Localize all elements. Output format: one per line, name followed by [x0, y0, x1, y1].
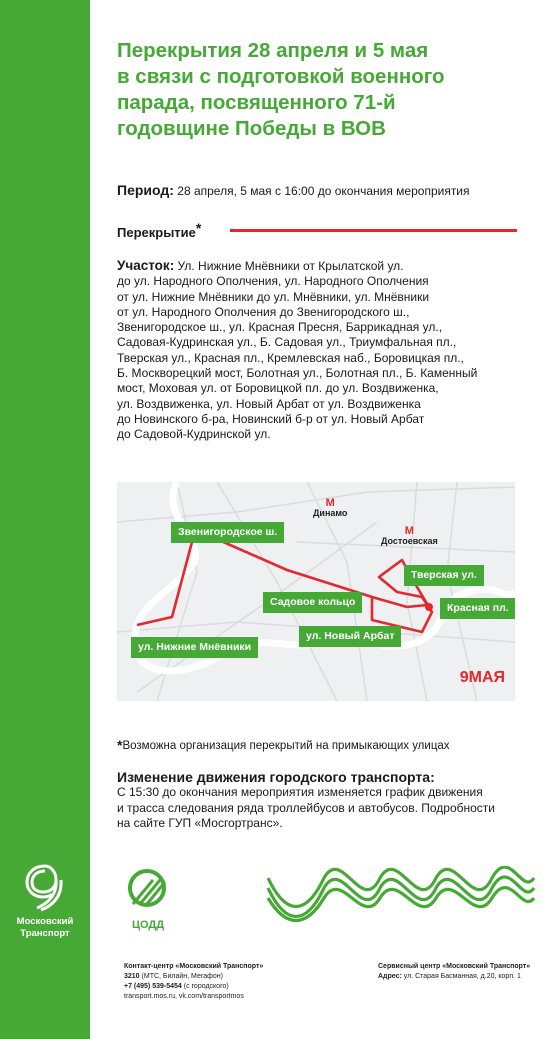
metro-dostoevskaya	[381, 526, 438, 546]
closure-star: *	[195, 220, 202, 236]
metro-dinamo	[313, 498, 347, 518]
nine-icon	[23, 862, 67, 912]
logo-line-2: Транспорт	[20, 928, 70, 939]
section-line: Ул. Нижние Мнёвники от Крылатской ул.	[177, 259, 404, 273]
transport-line: и трасса следования ряда троллейбусов и автобусов. Подробности	[117, 800, 495, 815]
transport-heading: Изменение движения городского транспорта:	[117, 769, 435, 785]
page-title	[117, 38, 527, 142]
contact-title: Контакт-центр «Московский Транспорт»	[124, 963, 264, 970]
title-line: Перекрытия 28 апреля и 5 мая	[117, 39, 429, 62]
decorative-waves	[266, 866, 536, 926]
transport-line: на сайте ГУП «Мосгортранс».	[117, 815, 283, 830]
moscow-transport-logo	[8, 862, 82, 940]
phone-short: 3210	[124, 973, 140, 980]
phone-long-row	[124, 982, 324, 992]
section-line: до Садовой-Кудринской ул.	[117, 427, 271, 442]
tsodd-icon	[123, 868, 173, 912]
section-line: Звенигородское ш., ул. Красная Пресня, Баррикадная ул.,	[117, 320, 443, 335]
section-line: до ул. Народного Ополчения, ул. Народного Ополчения	[117, 274, 429, 289]
logo-line-1: Московский	[16, 916, 74, 927]
metro-icon: М	[404, 525, 414, 537]
closure-label	[117, 220, 201, 240]
address: ул. Старая Басманная, д.20, корп. 1	[403, 973, 521, 980]
period-label: Период:	[117, 182, 174, 198]
map-label-zvenigorodskoe: Звенигородское ш.	[171, 522, 284, 543]
transport-line: С 15:30 до окончания мероприятия изменяется график движения	[117, 785, 483, 800]
section-line: ул. Воздвиженка, ул. Новый Арбат от ул. Воздвиженка	[117, 396, 421, 411]
section-line: мост, Моховая ул. от Боровицкой пл. до ул. Воздвиженка,	[117, 381, 439, 396]
map-label-tverskaya: Тверская ул.	[404, 565, 484, 586]
footnote-text: Возможна организация перекрытий на примыкающих улицах	[122, 740, 450, 752]
closure-route	[137, 537, 432, 632]
section-line: от ул. Народного Ополчения до Звенигородского ш.,	[117, 304, 410, 319]
web-links[interactable]: transport.mos.ru, vk.com/transportmos	[124, 993, 244, 1000]
footer-service	[378, 962, 543, 982]
tsodd-logo	[120, 868, 176, 931]
footnote-star: *	[117, 737, 123, 753]
metro-dostoevskaya-label: Достоевская	[381, 536, 438, 546]
footnote	[117, 738, 450, 753]
section-line: от ул. Нижние Мнёвники до ул. Мнёвники, ул. Мнёвники	[117, 289, 430, 304]
phone-long: +7 (495) 539-5454	[124, 983, 182, 990]
period	[117, 182, 470, 199]
section-line: до Новинского б-ра, Новинский б-р от ул. Новый Арбат	[117, 411, 425, 426]
title-line: парада, посвященного 71-й	[117, 91, 396, 114]
period-text: 28 апреля, 5 мая с 16:00 до окончания мероприятия	[177, 184, 470, 198]
map-label-krasnaya: Красная пл.	[440, 598, 515, 619]
transport-changes	[117, 770, 527, 831]
closure-red-line	[230, 229, 517, 232]
section-line: Тверская ул., Красная пл., Кремлевская наб., Боровицкая пл.,	[117, 350, 464, 365]
metro-icon: М	[325, 497, 335, 509]
route-map	[117, 482, 515, 701]
section-line: Б. Москворецкий мост, Болотная ул., Болотная пл., Б. Каменный	[117, 366, 478, 381]
address-label: Адрес:	[378, 973, 402, 980]
phone-short-row	[124, 972, 324, 982]
phone-long-note: (с городского)	[183, 983, 229, 990]
tsodd-label: ЦОДД	[131, 919, 165, 931]
map-label-sadovoe: Садовое кольцо	[263, 592, 362, 613]
footer-contact	[124, 962, 324, 1002]
victory-day-badge: 9МАЯ	[459, 669, 505, 686]
closure-label-text: Перекрытие	[117, 225, 196, 240]
map-label-mnevniki: ул. Нижние Мнёвники	[131, 637, 258, 658]
section-line: Садовая-Кудринская ул., Б. Садовая ул., Триумфальная пл.,	[117, 335, 457, 350]
section-label: Участок:	[117, 258, 175, 273]
closure-legend	[117, 217, 517, 239]
address-row	[378, 972, 543, 982]
metro-dinamo-label: Динамо	[313, 508, 348, 518]
service-title: Сервисный центр «Московский Транспорт»	[378, 963, 531, 970]
red-square-marker	[425, 603, 433, 611]
sidebar	[0, 0, 90, 1039]
title-line: в связи с подготовкой военного	[117, 65, 445, 88]
phone-short-note: (МТС, Билайн, Мегафон)	[141, 973, 224, 980]
map-label-noviy-arbat: ул. Новый Арбат	[299, 626, 401, 647]
title-line: годовщине Победы в ВОВ	[117, 117, 386, 140]
section-description	[117, 258, 517, 443]
